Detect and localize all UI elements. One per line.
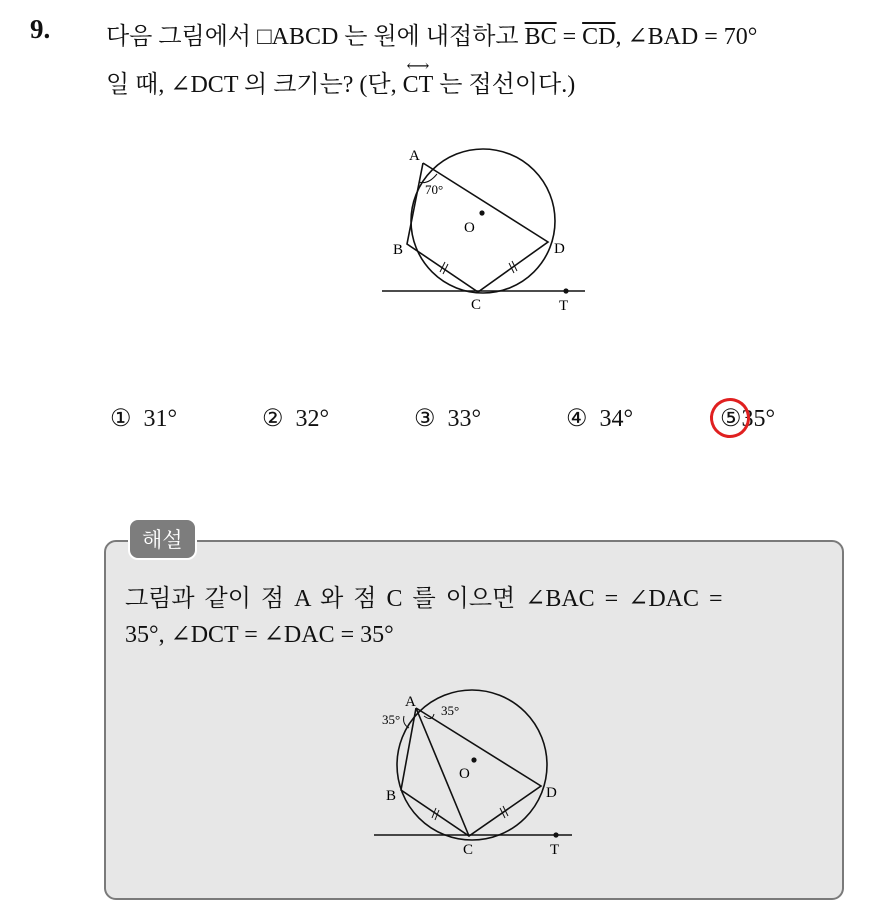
solution-figure — [365, 685, 590, 860]
choice-symbol: ③ — [414, 406, 436, 432]
label-d: D — [546, 785, 557, 801]
choice-4[interactable] — [566, 404, 633, 433]
label-t: T — [559, 298, 569, 314]
choice-symbol-wrap — [720, 406, 742, 432]
circumscribed-circle — [397, 690, 547, 840]
question-number: 9. — [30, 14, 51, 44]
label-t: T — [550, 842, 560, 858]
choice-value: 32° — [295, 406, 330, 432]
angle-label: 70° — [425, 182, 444, 197]
choice-value: 31° — [143, 406, 178, 432]
center-point — [479, 210, 484, 215]
quadrilateral-abcd — [401, 708, 541, 836]
line-ct-label: CT — [402, 72, 434, 98]
question-text-line-1 — [106, 16, 757, 51]
choice-symbol: ⑤ — [720, 406, 742, 432]
choice-symbol: ② — [262, 406, 284, 432]
question-text-line-2 — [106, 58, 576, 99]
point-t — [553, 832, 558, 837]
question-figure — [370, 140, 590, 320]
question-text-part: 다음 그림에서 □ABCD 는 원에 내접하고 — [106, 24, 525, 50]
label-o: O — [459, 766, 470, 782]
choice-2[interactable] — [262, 404, 329, 433]
choice-5[interactable] — [720, 404, 775, 433]
choice-3[interactable] — [414, 404, 481, 433]
answer-circle-mark — [705, 393, 755, 443]
double-arrow-icon: ⟷ — [406, 58, 430, 75]
solution-line-1: 그림과 같이 점 A 와 점 C 를 이으면 ∠BAC = ∠DAC = — [125, 586, 723, 612]
angle-label-right: 35° — [441, 703, 460, 718]
segment-bc: $\overline{BC}$ — [524, 24, 557, 50]
line-ct — [402, 58, 434, 99]
choice-1[interactable] — [110, 404, 177, 433]
solution-line-2: 35°, ∠DCT = ∠DAC = 35° — [125, 622, 394, 648]
equals-sign: = — [556, 24, 583, 50]
label-d: D — [554, 241, 565, 257]
segment-cd: $\overline{CD}$ — [582, 24, 616, 50]
question-text-part: 는 접선이다.) — [433, 72, 576, 98]
label-b: B — [393, 242, 404, 258]
choice-symbol: ④ — [566, 406, 588, 432]
point-t — [563, 288, 568, 293]
label-c: C — [471, 297, 482, 313]
label-a: A — [405, 694, 416, 710]
circumscribed-circle — [411, 149, 555, 293]
choice-value: 35° — [741, 406, 776, 432]
center-point — [471, 757, 476, 762]
choice-symbol: ① — [110, 406, 132, 432]
solution-tag: 해설 — [128, 518, 197, 560]
angle-label-left: 35° — [382, 712, 401, 727]
choice-value: 34° — [599, 406, 634, 432]
label-o: O — [464, 220, 475, 236]
label-a: A — [409, 148, 420, 164]
question-text-part: , ∠BAD = 70° — [615, 24, 758, 50]
question-text-part: 일 때, ∠DCT 의 크기는? (단, — [106, 72, 403, 98]
label-b: B — [386, 788, 397, 804]
label-c: C — [463, 842, 474, 858]
choice-value: 33° — [447, 406, 482, 432]
